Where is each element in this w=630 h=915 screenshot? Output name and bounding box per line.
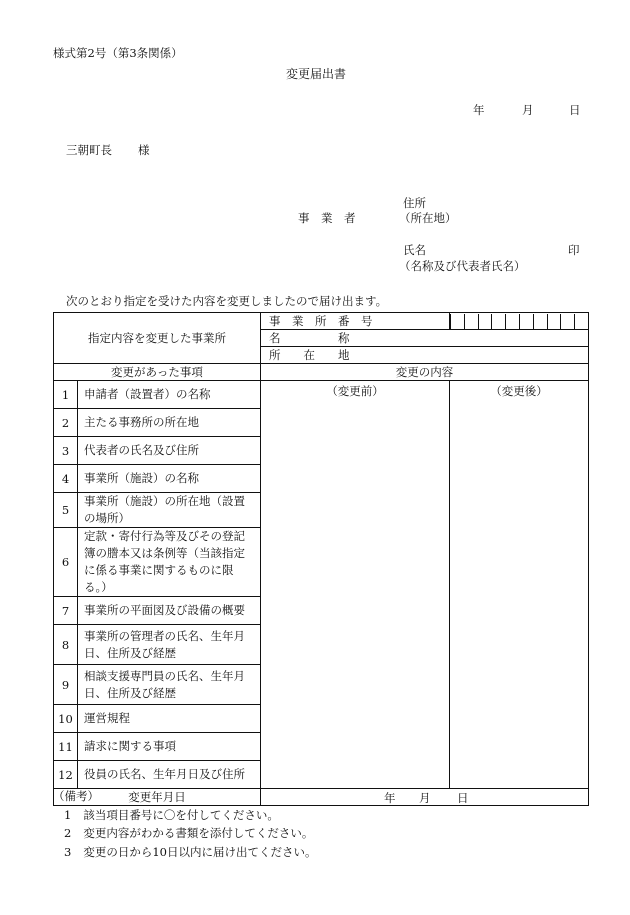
intro-text: 次のとおり指定を受けた内容を変更しましたので届け出ます。 <box>66 294 388 308</box>
item-text: 相談支援専門員の氏名、生年月日、住所及び経歴 <box>78 665 261 705</box>
item-number: 6 <box>54 528 78 597</box>
remark-text: 変更の日から10日以内に届け出てください。 <box>83 845 317 859</box>
remark-number: 1 <box>64 808 72 822</box>
item-text: 申請者（設置者）の名称 <box>78 381 261 409</box>
item-text: 請求に関する事項 <box>78 733 261 761</box>
remark-text: 該当項目番号に〇を付してください。 <box>83 808 279 822</box>
item-text: 役員の氏名、生年月日及び住所 <box>78 761 261 789</box>
remark-number: 3 <box>64 845 72 859</box>
form-number: 様式第2号（第3条関係） <box>53 46 183 60</box>
item-text: 事業所の平面図及び設備の概要 <box>78 597 261 625</box>
change-date-month: 月 <box>419 791 431 805</box>
office-location-label: 所 在 地 <box>269 348 350 362</box>
before-header: （変更前） <box>326 384 384 398</box>
page-title: 変更届出書 <box>286 67 347 81</box>
date-month: 月 <box>522 103 534 117</box>
applicant-label: 事 業 者 <box>298 211 356 225</box>
after-column[interactable] <box>450 381 589 789</box>
item-number: 12 <box>54 761 78 789</box>
item-text: 事業所（施設）の名称 <box>78 465 261 493</box>
remark-item <box>64 847 316 859</box>
office-name-label: 名 称 <box>269 331 350 345</box>
address-sublabel: （所在地） <box>399 211 457 225</box>
after-header: （変更後） <box>490 384 548 398</box>
date-day: 日 <box>569 103 581 117</box>
item-number: 3 <box>54 437 78 465</box>
date-year: 年 <box>473 103 485 117</box>
name-label: 氏名 <box>403 243 426 257</box>
item-number: 11 <box>54 733 78 761</box>
name-sublabel: （名称及び代表者氏名） <box>399 259 526 273</box>
item-number: 10 <box>54 705 78 733</box>
recipient-name: 三朝町長 <box>66 143 112 157</box>
before-column[interactable] <box>261 381 450 789</box>
item-text: 運営規程 <box>78 705 261 733</box>
item-text: 主たる事務所の所在地 <box>78 409 261 437</box>
item-number: 5 <box>54 493 78 528</box>
office-location-row[interactable] <box>261 347 589 364</box>
office-number-label: 事 業 所 番 号 <box>261 313 450 330</box>
items-header: 変更があった事項 <box>54 364 261 381</box>
remarks-title: （備考） <box>53 789 99 803</box>
change-date-value[interactable] <box>261 789 589 806</box>
item-number: 7 <box>54 597 78 625</box>
address-label: 住所 <box>403 196 426 210</box>
item-text: 事業所（施設）の所在地（設置の場所） <box>78 493 261 528</box>
seal-mark: 印 <box>568 243 580 257</box>
item-text: 事業所の管理者の氏名、生年月日、住所及び経歴 <box>78 625 261 665</box>
item-number: 4 <box>54 465 78 493</box>
remark-number: 2 <box>64 826 72 840</box>
recipient-honorific: 様 <box>138 143 150 157</box>
change-date-day: 日 <box>457 791 469 805</box>
item-number: 9 <box>54 665 78 705</box>
item-text: 定款・寄付行為等及びその登記簿の謄本又は条例等（当該指定に係る事業に関するものに限る。） <box>78 528 261 597</box>
item-number: 8 <box>54 625 78 665</box>
item-number: 1 <box>54 381 78 409</box>
change-form-table <box>53 312 589 806</box>
office-label: 指定内容を変更した事業所 <box>54 313 261 364</box>
contents-header: 変更の内容 <box>261 364 589 381</box>
remark-text: 変更内容がわかる書類を添付してください。 <box>83 826 314 840</box>
change-date-year: 年 <box>384 791 396 805</box>
change-date-label: 変更年月日 <box>54 789 261 806</box>
remark-item <box>64 828 313 840</box>
item-number: 2 <box>54 409 78 437</box>
office-number-cells[interactable] <box>450 313 589 330</box>
office-name-row[interactable] <box>261 330 589 347</box>
remark-item <box>64 810 279 822</box>
item-text: 代表者の氏名及び住所 <box>78 437 261 465</box>
